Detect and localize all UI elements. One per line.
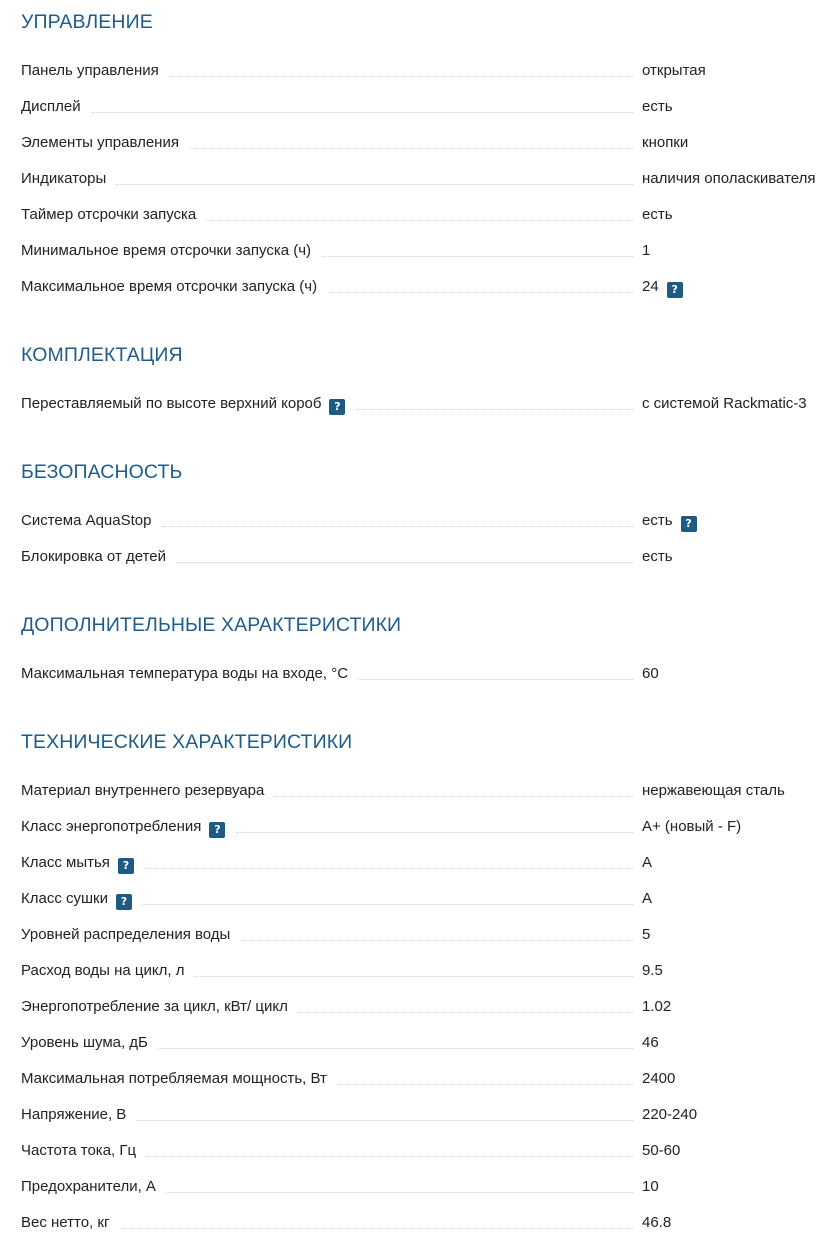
spec-value: 2400 bbox=[642, 1070, 676, 1087]
spec-value: есть bbox=[642, 98, 673, 115]
spec-row bbox=[21, 780, 832, 816]
help-icon[interactable]: ? bbox=[209, 822, 225, 838]
spec-value: есть bbox=[642, 206, 673, 223]
spec-value: 10 bbox=[642, 1178, 659, 1195]
help-icon[interactable]: ? bbox=[116, 894, 132, 910]
spec-row bbox=[21, 1212, 832, 1248]
spec-label: Класс мытья ? bbox=[21, 853, 144, 874]
spec-label: Дисплей bbox=[21, 97, 91, 117]
section-title: КОМПЛЕКТАЦИЯ bbox=[21, 344, 183, 366]
spec-row bbox=[21, 510, 832, 546]
spec-label: Максимальная потребляемая мощность, Вт bbox=[21, 1069, 337, 1089]
spec-value: 1.02 bbox=[642, 998, 672, 1015]
spec-row bbox=[21, 96, 832, 132]
spec-value: есть bbox=[642, 548, 673, 565]
spec-row bbox=[21, 132, 832, 168]
spec-label: Уровней распределения воды bbox=[21, 925, 240, 945]
spec-row bbox=[21, 924, 832, 960]
spec-row bbox=[21, 546, 832, 582]
spec-value: наличия ополаскивателя bbox=[642, 170, 816, 187]
spec-value: 60 bbox=[642, 665, 659, 682]
spec-row bbox=[21, 888, 832, 924]
spec-label: Максимальное время отсрочки запуска (ч) bbox=[21, 277, 327, 297]
spec-label: Частота тока, Гц bbox=[21, 1141, 146, 1161]
spec-label: Предохранители, А bbox=[21, 1177, 166, 1197]
section-equipment bbox=[21, 344, 832, 429]
help-icon[interactable]: ? bbox=[681, 516, 697, 532]
spec-label: Переставляемый по высоте верхний короб ? bbox=[21, 394, 355, 415]
section-title: БЕЗОПАСНОСТЬ bbox=[21, 461, 183, 483]
spec-row bbox=[21, 240, 832, 276]
spec-value: открытая bbox=[642, 62, 706, 79]
spec-row bbox=[21, 168, 832, 204]
spec-row bbox=[21, 663, 832, 699]
spec-row bbox=[21, 60, 832, 96]
spec-value: 24 ? bbox=[642, 277, 683, 298]
spec-value: 50-60 bbox=[642, 1142, 681, 1159]
spec-value: есть ? bbox=[642, 511, 697, 532]
spec-label: Вес нетто, кг bbox=[21, 1213, 119, 1233]
spec-row bbox=[21, 852, 832, 888]
spec-list bbox=[21, 663, 832, 699]
section-title: ТЕХНИЧЕСКИЕ ХАРАКТЕРИСТИКИ bbox=[21, 731, 353, 753]
spec-label: Блокировка от детей bbox=[21, 547, 176, 567]
spec-row bbox=[21, 1176, 832, 1212]
spec-label: Минимальное время отсрочки запуска (ч) bbox=[21, 241, 321, 261]
spec-label: Класс сушки ? bbox=[21, 889, 142, 910]
spec-label: Таймер отсрочки запуска bbox=[21, 205, 206, 225]
spec-row bbox=[21, 204, 832, 240]
section-title: ДОПОЛНИТЕЛЬНЫЕ ХАРАКТЕРИСТИКИ bbox=[21, 614, 402, 636]
spec-label: Система AquaStop bbox=[21, 511, 161, 531]
section-technical bbox=[21, 731, 832, 1248]
spec-list bbox=[21, 510, 832, 582]
spec-value: 220-240 bbox=[642, 1106, 698, 1123]
spec-row bbox=[21, 816, 832, 852]
spec-row bbox=[21, 1068, 832, 1104]
help-icon[interactable]: ? bbox=[118, 858, 134, 874]
spec-list bbox=[21, 60, 832, 312]
spec-label: Максимальная температура воды на входе, °С bbox=[21, 664, 358, 684]
spec-value: с системой Rackmatic-3 bbox=[642, 395, 807, 412]
spec-value: A+ (новый - F) bbox=[642, 818, 742, 835]
spec-value: нержавеющая сталь bbox=[642, 782, 785, 799]
dotted-leader bbox=[21, 112, 633, 113]
spec-value: 46 bbox=[642, 1034, 659, 1051]
spec-label: Панель управления bbox=[21, 61, 169, 81]
spec-label: Расход воды на цикл, л bbox=[21, 961, 194, 981]
help-icon[interactable]: ? bbox=[667, 282, 683, 298]
spec-row bbox=[21, 276, 832, 312]
help-icon[interactable]: ? bbox=[329, 399, 345, 415]
spec-label: Индикаторы bbox=[21, 169, 116, 189]
spec-row bbox=[21, 996, 832, 1032]
spec-row bbox=[21, 1032, 832, 1068]
section-title: УПРАВЛЕНИЕ bbox=[21, 11, 153, 33]
spec-list bbox=[21, 393, 832, 429]
spec-value: A bbox=[642, 890, 653, 907]
spec-row bbox=[21, 1104, 832, 1140]
spec-label: Класс энергопотребления ? bbox=[21, 817, 235, 838]
spec-label: Элементы управления bbox=[21, 133, 189, 153]
spec-list bbox=[21, 780, 832, 1248]
spec-row bbox=[21, 960, 832, 996]
spec-value: 46.8 bbox=[642, 1214, 672, 1231]
section-control bbox=[21, 11, 832, 312]
spec-value: 9.5 bbox=[642, 962, 663, 979]
spec-label: Материал внутреннего резервуара bbox=[21, 781, 274, 801]
spec-label: Напряжение, В bbox=[21, 1105, 136, 1125]
spec-value: кнопки bbox=[642, 134, 689, 151]
spec-label: Энергопотребление за цикл, кВт/ цикл bbox=[21, 997, 298, 1017]
spec-row bbox=[21, 393, 832, 429]
section-safety bbox=[21, 461, 832, 582]
spec-value: 5 bbox=[642, 926, 651, 943]
spec-label: Уровень шума, дБ bbox=[21, 1033, 158, 1053]
spec-value: A bbox=[642, 854, 653, 871]
spec-value: 1 bbox=[642, 242, 651, 259]
spec-row bbox=[21, 1140, 832, 1176]
section-additional bbox=[21, 614, 832, 699]
